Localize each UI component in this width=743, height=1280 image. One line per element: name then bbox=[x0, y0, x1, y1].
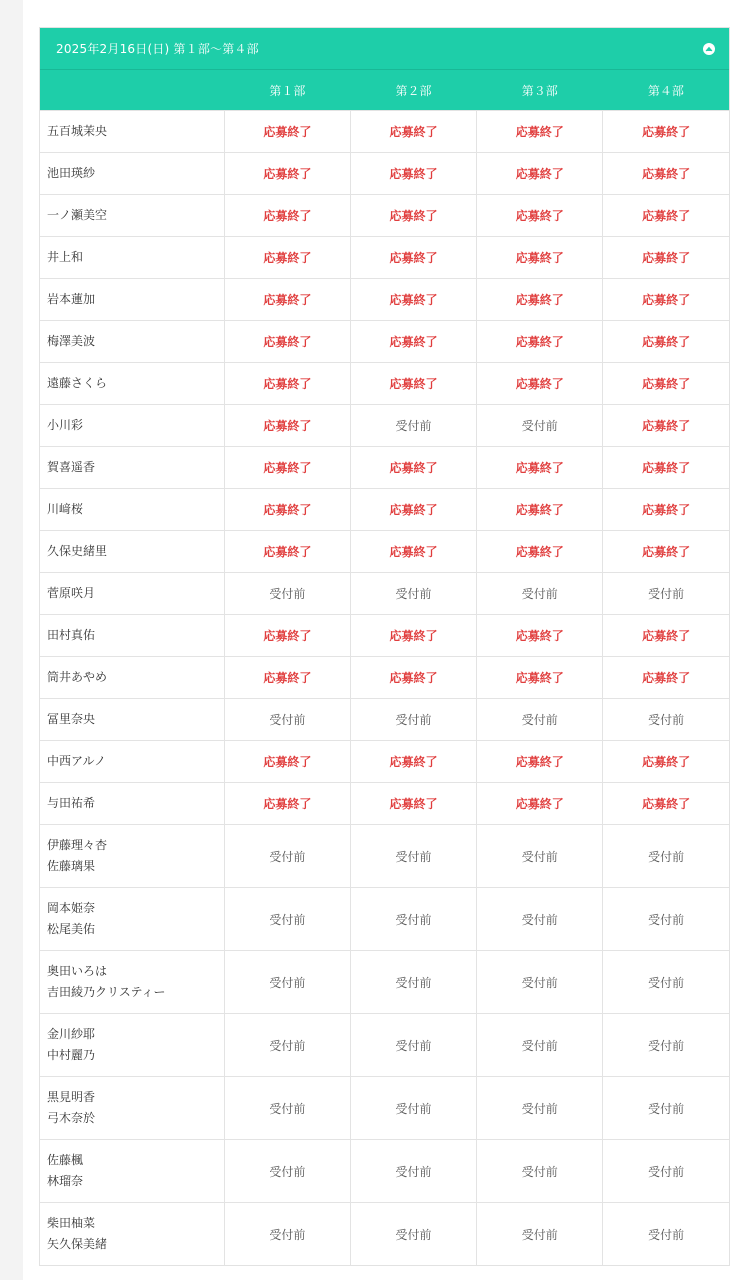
status-label: 応募終了 bbox=[263, 167, 312, 181]
status-cell-part-2 bbox=[350, 447, 476, 489]
status-cell-part-2 bbox=[350, 783, 476, 825]
chevron-up-circle-icon[interactable] bbox=[703, 43, 715, 55]
status-cell-part-4 bbox=[603, 321, 729, 363]
member-name: 小川彩 bbox=[47, 418, 84, 432]
status-label: 応募終了 bbox=[389, 293, 438, 307]
status-label: 応募終了 bbox=[263, 377, 312, 391]
status-cell-part-2 bbox=[350, 1203, 476, 1266]
table-row bbox=[40, 1203, 729, 1266]
status-label: 応募終了 bbox=[263, 293, 312, 307]
member-name-cell bbox=[40, 447, 224, 489]
schedule-panel bbox=[39, 27, 730, 1266]
status-label: 応募終了 bbox=[515, 461, 564, 475]
status-label: 応募終了 bbox=[642, 671, 691, 685]
status-label: 応募終了 bbox=[389, 797, 438, 811]
status-label: 応募終了 bbox=[389, 671, 438, 685]
status-label: 受付前 bbox=[648, 1101, 685, 1116]
status-label: 応募終了 bbox=[263, 251, 312, 265]
status-cell-part-1 bbox=[224, 657, 350, 699]
table-row bbox=[40, 531, 729, 573]
status-label: 応募終了 bbox=[263, 503, 312, 517]
status-label: 受付前 bbox=[521, 1101, 558, 1116]
member-name: 松尾美佑 bbox=[47, 922, 96, 936]
status-cell-part-4 bbox=[603, 783, 729, 825]
table-row bbox=[40, 657, 729, 699]
status-label: 応募終了 bbox=[263, 755, 312, 769]
status-cell-part-1 bbox=[224, 111, 350, 153]
status-cell-part-4 bbox=[603, 1140, 729, 1203]
column-header-part-3: 第３部 bbox=[477, 70, 603, 111]
status-label: 応募終了 bbox=[515, 377, 564, 391]
member-name: 菅原咲月 bbox=[47, 586, 96, 600]
status-cell-part-1 bbox=[224, 405, 350, 447]
member-name: 田村真佑 bbox=[47, 628, 96, 642]
status-label: 受付前 bbox=[395, 1227, 432, 1242]
status-cell-part-3 bbox=[477, 573, 603, 615]
member-name: 中西アルノ bbox=[47, 754, 107, 768]
status-label: 受付前 bbox=[648, 1227, 685, 1242]
table-header-row bbox=[40, 70, 729, 111]
status-label: 受付前 bbox=[395, 1164, 432, 1179]
member-name: 賀喜遥香 bbox=[47, 460, 96, 474]
table-row bbox=[40, 573, 729, 615]
column-header-part-4: 第４部 bbox=[603, 70, 729, 111]
table-row bbox=[40, 153, 729, 195]
status-cell-part-2 bbox=[350, 111, 476, 153]
member-name: 梅澤美波 bbox=[47, 334, 96, 348]
column-header-part-1: 第１部 bbox=[224, 70, 350, 111]
status-label: 受付前 bbox=[521, 713, 558, 727]
status-label: 受付前 bbox=[395, 1101, 432, 1116]
status-label: 受付前 bbox=[648, 713, 685, 727]
member-name-cell bbox=[40, 1077, 224, 1140]
status-cell-part-3 bbox=[477, 699, 603, 741]
status-label: 応募終了 bbox=[263, 419, 312, 433]
member-name: 岡本姫奈 bbox=[47, 901, 96, 915]
status-cell-part-3 bbox=[477, 825, 603, 888]
member-name: 筒井あやめ bbox=[47, 670, 108, 684]
status-label: 応募終了 bbox=[263, 671, 312, 685]
status-cell-part-4 bbox=[603, 615, 729, 657]
status-cell-part-3 bbox=[477, 741, 603, 783]
status-cell-part-1 bbox=[224, 279, 350, 321]
status-cell-part-4 bbox=[603, 657, 729, 699]
status-label: 応募終了 bbox=[389, 377, 438, 391]
status-label: 応募終了 bbox=[263, 545, 312, 559]
status-label: 応募終了 bbox=[389, 335, 438, 349]
status-cell-part-4 bbox=[603, 1203, 729, 1266]
status-label: 応募終了 bbox=[515, 167, 564, 181]
status-cell-part-3 bbox=[477, 405, 603, 447]
status-cell-part-4 bbox=[603, 111, 729, 153]
member-name-cell bbox=[40, 405, 224, 447]
table-row bbox=[40, 111, 729, 153]
status-label: 応募終了 bbox=[389, 209, 438, 223]
status-cell-part-1 bbox=[224, 741, 350, 783]
status-cell-part-4 bbox=[603, 825, 729, 888]
member-name: 伊藤理々杏 bbox=[47, 838, 108, 852]
status-label: 応募終了 bbox=[389, 503, 438, 517]
status-cell-part-4 bbox=[603, 888, 729, 951]
status-cell-part-4 bbox=[603, 573, 729, 615]
member-name-cell bbox=[40, 111, 224, 153]
status-cell-part-4 bbox=[603, 363, 729, 405]
status-cell-part-2 bbox=[350, 1077, 476, 1140]
status-label: 受付前 bbox=[269, 1038, 306, 1053]
status-cell-part-4 bbox=[603, 951, 729, 1014]
status-cell-part-1 bbox=[224, 1014, 350, 1077]
status-label: 応募終了 bbox=[515, 755, 564, 769]
status-label: 応募終了 bbox=[642, 167, 691, 181]
status-cell-part-4 bbox=[603, 699, 729, 741]
member-name-cell bbox=[40, 195, 224, 237]
status-label: 応募終了 bbox=[389, 251, 438, 265]
member-name: 吉田綾乃クリスティー bbox=[47, 985, 166, 999]
member-name: 遠藤さくら bbox=[47, 376, 108, 390]
status-label: 応募終了 bbox=[515, 209, 564, 223]
status-label: 受付前 bbox=[269, 849, 306, 864]
status-cell-part-4 bbox=[603, 237, 729, 279]
member-name: 黒見明香 bbox=[47, 1090, 96, 1104]
member-name-cell bbox=[40, 279, 224, 321]
status-cell-part-1 bbox=[224, 1203, 350, 1266]
status-label: 応募終了 bbox=[515, 251, 564, 265]
member-name-cell bbox=[40, 951, 224, 1014]
member-name: 林瑠奈 bbox=[47, 1174, 84, 1188]
status-cell-part-2 bbox=[350, 363, 476, 405]
status-cell-part-1 bbox=[224, 489, 350, 531]
status-cell-part-2 bbox=[350, 321, 476, 363]
table-row bbox=[40, 279, 729, 321]
status-cell-part-2 bbox=[350, 825, 476, 888]
member-name: 佐藤璃果 bbox=[47, 859, 96, 873]
member-name: 久保史緒里 bbox=[47, 544, 108, 558]
member-name: 中村麗乃 bbox=[47, 1048, 96, 1062]
status-label: 応募終了 bbox=[642, 545, 691, 559]
status-cell-part-1 bbox=[224, 1077, 350, 1140]
table-row bbox=[40, 195, 729, 237]
status-label: 応募終了 bbox=[642, 209, 691, 223]
status-label: 受付前 bbox=[269, 713, 306, 727]
status-cell-part-2 bbox=[350, 489, 476, 531]
status-cell-part-4 bbox=[603, 489, 729, 531]
status-label: 応募終了 bbox=[515, 797, 564, 811]
status-label: 受付前 bbox=[395, 849, 432, 864]
status-cell-part-3 bbox=[477, 447, 603, 489]
status-cell-part-2 bbox=[350, 531, 476, 573]
status-label: 応募終了 bbox=[515, 671, 564, 685]
member-name: 弓木奈於 bbox=[47, 1111, 96, 1125]
schedule-table bbox=[40, 69, 729, 1265]
member-name-cell bbox=[40, 321, 224, 363]
member-name-cell bbox=[40, 888, 224, 951]
status-cell-part-3 bbox=[477, 321, 603, 363]
status-cell-part-3 bbox=[477, 1203, 603, 1266]
status-cell-part-3 bbox=[477, 111, 603, 153]
status-label: 応募終了 bbox=[263, 629, 312, 643]
status-label: 応募終了 bbox=[389, 545, 438, 559]
member-name-cell bbox=[40, 741, 224, 783]
status-cell-part-3 bbox=[477, 1014, 603, 1077]
table-row bbox=[40, 1077, 729, 1140]
status-label: 受付前 bbox=[395, 975, 432, 990]
status-label: 受付前 bbox=[269, 587, 306, 601]
status-label: 応募終了 bbox=[642, 335, 691, 349]
status-label: 応募終了 bbox=[642, 503, 691, 517]
status-label: 応募終了 bbox=[389, 755, 438, 769]
status-cell-part-1 bbox=[224, 531, 350, 573]
status-cell-part-3 bbox=[477, 615, 603, 657]
status-label: 受付前 bbox=[395, 1038, 432, 1053]
status-cell-part-3 bbox=[477, 1077, 603, 1140]
table-row bbox=[40, 405, 729, 447]
status-label: 応募終了 bbox=[263, 125, 312, 139]
status-cell-part-2 bbox=[350, 573, 476, 615]
member-name: 矢久保美緒 bbox=[47, 1237, 108, 1251]
status-label: 受付前 bbox=[269, 1101, 306, 1116]
status-cell-part-2 bbox=[350, 657, 476, 699]
status-label: 応募終了 bbox=[642, 251, 691, 265]
member-name: 一ノ瀬美空 bbox=[47, 208, 108, 222]
status-cell-part-2 bbox=[350, 279, 476, 321]
table-row bbox=[40, 363, 729, 405]
member-name: 冨里奈央 bbox=[47, 712, 96, 726]
table-body bbox=[40, 111, 729, 1266]
member-name-cell bbox=[40, 825, 224, 888]
member-name-cell bbox=[40, 615, 224, 657]
status-label: 応募終了 bbox=[642, 629, 691, 643]
member-name: 井上和 bbox=[47, 250, 84, 264]
member-name-cell bbox=[40, 573, 224, 615]
member-name-cell bbox=[40, 531, 224, 573]
status-cell-part-4 bbox=[603, 447, 729, 489]
status-cell-part-1 bbox=[224, 153, 350, 195]
member-name: 佐藤楓 bbox=[47, 1153, 84, 1167]
status-label: 応募終了 bbox=[263, 209, 312, 223]
status-cell-part-3 bbox=[477, 279, 603, 321]
status-label: 受付前 bbox=[648, 912, 685, 927]
member-name: 奥田いろは bbox=[47, 964, 108, 978]
status-cell-part-3 bbox=[477, 783, 603, 825]
status-label: 応募終了 bbox=[642, 293, 691, 307]
member-name-cell bbox=[40, 489, 224, 531]
status-cell-part-1 bbox=[224, 783, 350, 825]
status-cell-part-1 bbox=[224, 195, 350, 237]
status-label: 受付前 bbox=[269, 912, 306, 927]
status-label: 受付前 bbox=[648, 1164, 685, 1179]
table-row bbox=[40, 951, 729, 1014]
status-label: 応募終了 bbox=[515, 293, 564, 307]
status-cell-part-2 bbox=[350, 237, 476, 279]
status-label: 応募終了 bbox=[642, 125, 691, 139]
table-row bbox=[40, 615, 729, 657]
status-label: 受付前 bbox=[521, 419, 558, 433]
status-label: 応募終了 bbox=[515, 545, 564, 559]
status-label: 受付前 bbox=[269, 1164, 306, 1179]
status-cell-part-4 bbox=[603, 153, 729, 195]
member-name-cell bbox=[40, 657, 224, 699]
member-name-cell bbox=[40, 783, 224, 825]
status-cell-part-2 bbox=[350, 951, 476, 1014]
table-row bbox=[40, 825, 729, 888]
status-label: 受付前 bbox=[269, 975, 306, 990]
status-label: 応募終了 bbox=[515, 125, 564, 139]
member-name: 池田瑛紗 bbox=[47, 166, 96, 180]
status-cell-part-3 bbox=[477, 489, 603, 531]
status-label: 受付前 bbox=[269, 1227, 306, 1242]
status-label: 応募終了 bbox=[515, 503, 564, 517]
status-label: 受付前 bbox=[521, 975, 558, 990]
table-row bbox=[40, 1140, 729, 1203]
status-label: 応募終了 bbox=[642, 461, 691, 475]
member-name-cell bbox=[40, 1014, 224, 1077]
status-label: 受付前 bbox=[648, 1038, 685, 1053]
status-label: 受付前 bbox=[648, 849, 685, 864]
member-name-cell bbox=[40, 153, 224, 195]
column-header-member bbox=[40, 70, 224, 111]
status-label: 応募終了 bbox=[389, 461, 438, 475]
status-label: 受付前 bbox=[648, 587, 685, 601]
status-label: 受付前 bbox=[521, 1038, 558, 1053]
status-cell-part-1 bbox=[224, 447, 350, 489]
status-cell-part-4 bbox=[603, 1077, 729, 1140]
member-name: 岩本蓮加 bbox=[47, 292, 96, 306]
member-name: 柴田柚菜 bbox=[47, 1216, 96, 1230]
status-label: 応募終了 bbox=[515, 335, 564, 349]
member-name: 五百城茉央 bbox=[47, 124, 108, 138]
status-cell-part-3 bbox=[477, 951, 603, 1014]
status-label: 応募終了 bbox=[642, 377, 691, 391]
status-cell-part-3 bbox=[477, 888, 603, 951]
status-cell-part-1 bbox=[224, 237, 350, 279]
status-cell-part-2 bbox=[350, 699, 476, 741]
status-cell-part-2 bbox=[350, 405, 476, 447]
status-label: 応募終了 bbox=[642, 797, 691, 811]
status-cell-part-2 bbox=[350, 1014, 476, 1077]
status-label: 受付前 bbox=[648, 975, 685, 990]
status-label: 受付前 bbox=[521, 849, 558, 864]
status-cell-part-4 bbox=[603, 531, 729, 573]
status-cell-part-4 bbox=[603, 1014, 729, 1077]
status-cell-part-3 bbox=[477, 195, 603, 237]
status-label: 応募終了 bbox=[515, 629, 564, 643]
status-cell-part-2 bbox=[350, 1140, 476, 1203]
status-cell-part-1 bbox=[224, 699, 350, 741]
status-label: 応募終了 bbox=[263, 797, 312, 811]
status-cell-part-2 bbox=[350, 615, 476, 657]
status-label: 応募終了 bbox=[642, 419, 691, 433]
status-label: 受付前 bbox=[395, 419, 432, 433]
status-cell-part-4 bbox=[603, 279, 729, 321]
status-label: 応募終了 bbox=[389, 125, 438, 139]
status-cell-part-1 bbox=[224, 363, 350, 405]
table-row bbox=[40, 783, 729, 825]
member-name-cell bbox=[40, 1140, 224, 1203]
status-cell-part-3 bbox=[477, 153, 603, 195]
table-row bbox=[40, 321, 729, 363]
table-row bbox=[40, 699, 729, 741]
status-cell-part-4 bbox=[603, 741, 729, 783]
member-name-cell bbox=[40, 1203, 224, 1266]
table-row bbox=[40, 1014, 729, 1077]
status-label: 応募終了 bbox=[642, 755, 691, 769]
status-cell-part-3 bbox=[477, 237, 603, 279]
status-cell-part-1 bbox=[224, 615, 350, 657]
status-cell-part-1 bbox=[224, 825, 350, 888]
panel-title: 2025年2月16日(日) 第１部～第４部 bbox=[56, 42, 259, 56]
status-cell-part-1 bbox=[224, 321, 350, 363]
status-cell-part-1 bbox=[224, 888, 350, 951]
member-name: 与田祐希 bbox=[47, 796, 96, 810]
panel-header[interactable] bbox=[40, 28, 729, 69]
table-row bbox=[40, 741, 729, 783]
member-name: 川﨑桜 bbox=[47, 502, 84, 516]
status-label: 受付前 bbox=[395, 587, 432, 601]
status-cell-part-3 bbox=[477, 363, 603, 405]
status-cell-part-2 bbox=[350, 888, 476, 951]
table-row bbox=[40, 447, 729, 489]
table-row bbox=[40, 237, 729, 279]
status-cell-part-3 bbox=[477, 657, 603, 699]
status-cell-part-4 bbox=[603, 405, 729, 447]
status-label: 受付前 bbox=[395, 912, 432, 927]
status-cell-part-3 bbox=[477, 1140, 603, 1203]
status-label: 応募終了 bbox=[263, 335, 312, 349]
status-cell-part-2 bbox=[350, 741, 476, 783]
table-row bbox=[40, 489, 729, 531]
status-cell-part-3 bbox=[477, 531, 603, 573]
member-name-cell bbox=[40, 237, 224, 279]
status-label: 応募終了 bbox=[263, 461, 312, 475]
member-name: 金川紗耶 bbox=[47, 1027, 96, 1041]
status-cell-part-4 bbox=[603, 195, 729, 237]
table-row bbox=[40, 888, 729, 951]
status-cell-part-1 bbox=[224, 573, 350, 615]
status-label: 受付前 bbox=[521, 1227, 558, 1242]
status-cell-part-2 bbox=[350, 153, 476, 195]
status-cell-part-2 bbox=[350, 195, 476, 237]
page bbox=[23, 0, 743, 1280]
status-cell-part-1 bbox=[224, 1140, 350, 1203]
member-name-cell bbox=[40, 699, 224, 741]
status-label: 受付前 bbox=[521, 587, 558, 601]
member-name-cell bbox=[40, 363, 224, 405]
status-label: 応募終了 bbox=[389, 167, 438, 181]
status-label: 受付前 bbox=[521, 1164, 558, 1179]
status-label: 受付前 bbox=[395, 713, 432, 727]
status-label: 応募終了 bbox=[389, 629, 438, 643]
status-cell-part-1 bbox=[224, 951, 350, 1014]
status-label: 受付前 bbox=[521, 912, 558, 927]
column-header-part-2: 第２部 bbox=[350, 70, 476, 111]
